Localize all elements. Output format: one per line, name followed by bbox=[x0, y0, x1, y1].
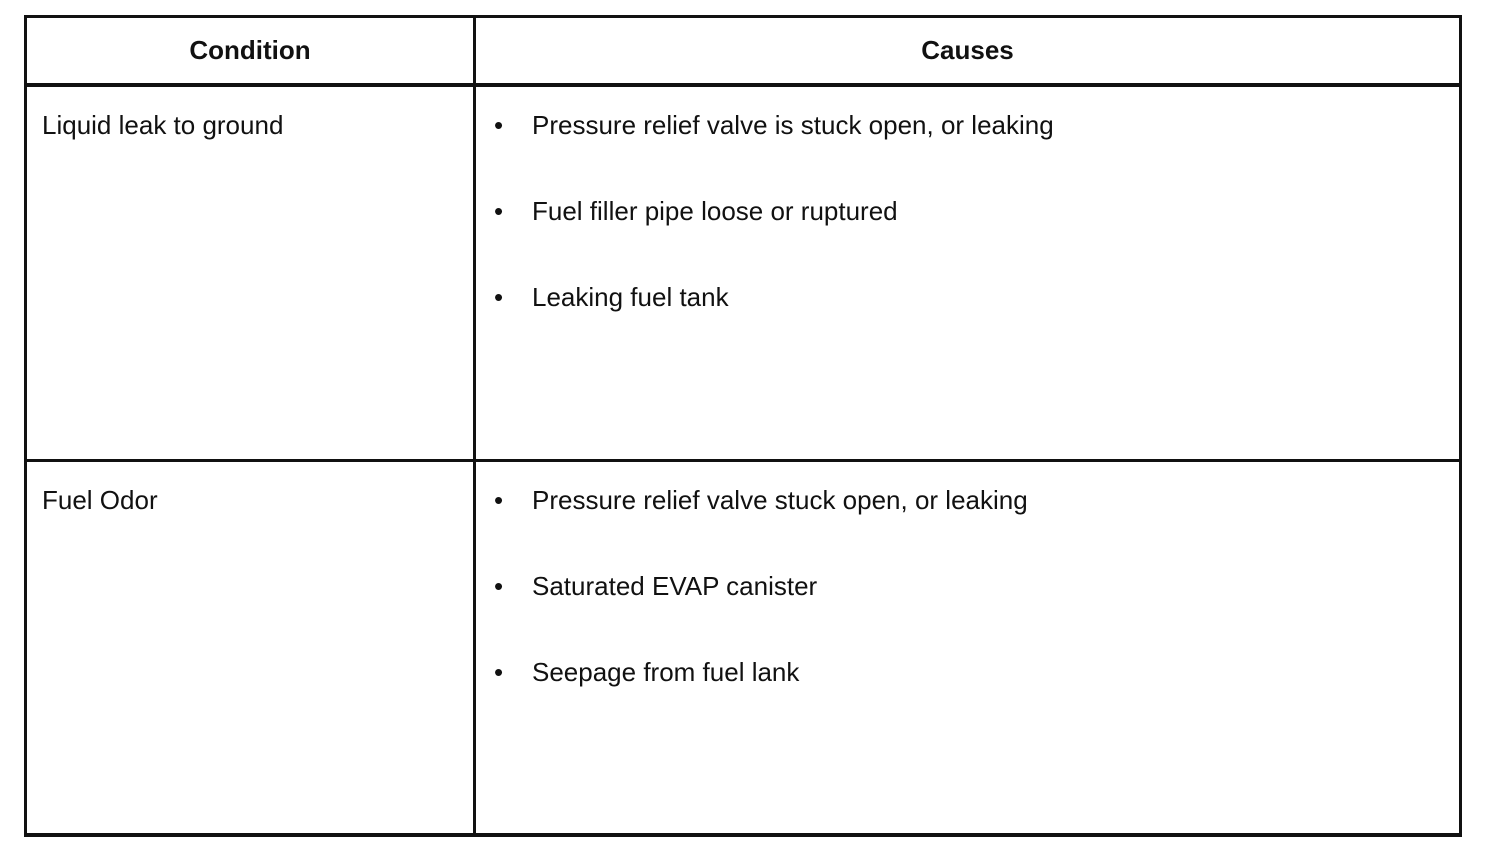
cause-text: Pressure relief valve stuck open, or leaking bbox=[532, 485, 1028, 515]
bullet-icon: • bbox=[494, 282, 504, 312]
column-divider bbox=[473, 15, 476, 837]
row-2-condition: Fuel Odor bbox=[42, 485, 158, 515]
header-condition: Condition bbox=[189, 35, 311, 65]
row-1-condition: Liquid leak to ground bbox=[42, 110, 284, 140]
bullet-icon: • bbox=[494, 485, 504, 515]
header-divider bbox=[24, 83, 1462, 87]
cause-text: Seepage from fuel lank bbox=[532, 657, 800, 687]
cause-text: Fuel filler pipe loose or ruptured bbox=[532, 196, 898, 226]
bullet-icon: • bbox=[494, 196, 504, 226]
row-divider bbox=[24, 459, 1462, 462]
cause-text: Pressure relief valve is stuck open, or leaking bbox=[532, 110, 1054, 140]
cause-text: Saturated EVAP canister bbox=[532, 571, 818, 601]
bullet-icon: • bbox=[494, 571, 504, 601]
bullet-icon: • bbox=[494, 110, 504, 140]
header-causes: Causes bbox=[921, 35, 1014, 65]
bullet-icon: • bbox=[494, 657, 504, 687]
cause-text: Leaking fuel tank bbox=[532, 282, 729, 312]
